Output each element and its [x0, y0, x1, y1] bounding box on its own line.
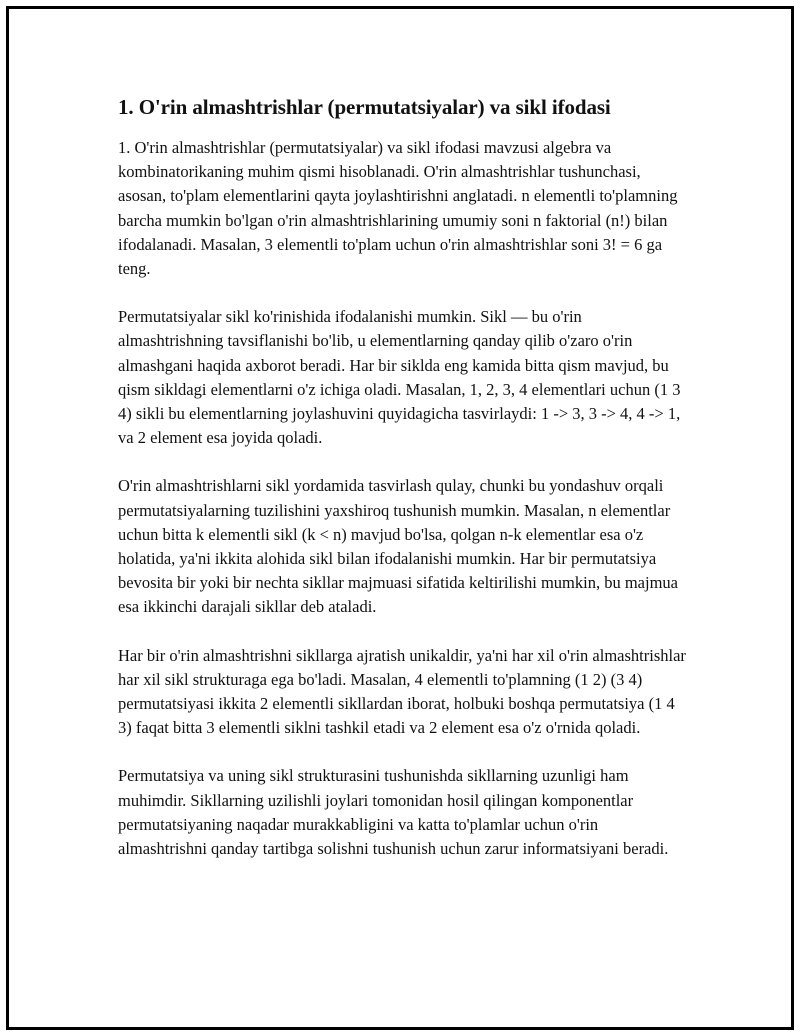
paragraph-4: Har bir o'rin almashtrishni sikllarga ajratish unikaldir, ya'ni har xil o'rin almashtrishlar har xil sikl strukturaga ega bo'ladi. Masalan, 4 elementli to'plamning (1 2) (3 4) permutatsiyasi ikkita 2 elementli sikllardan iborat, holbuki boshqa permutatsiya (1 4 3) faqat bitta 3 elementli siklni tashkil etadi va 2 element esa o'z o'rnida qoladi.: [118, 645, 686, 738]
paragraph-1: 1. O'rin almashtrishlar (permutatsiyalar) va sikl ifodasi mavzusi algebra va kombinatorikaning muhim qismi hisoblanadi. O'rin almashtrishlar tushunchasi, asosan, to'plam elementlarini qayta joylashtirishni anglatadi. n elementli to'plamning barcha mumkin bo'lgan o'rin almashtrishlarining umumiy soni n faktorial (n!) bilan ifodalanadi. Masalan, 3 elementli to'plam uchun o'rin almashtrishlar soni 3! = 6 ga teng.: [118, 138, 678, 279]
paragraph-2: Permutatsiyalar sikl ko'rinishida ifodalanishi mumkin. Sikl — bu o'rin almashtrishning tavsiflanishi bo'lib, u elementlarning qanday qilib o'zaro o'rin almashgani haqida axborot beradi. Har bir siklda eng kamida bitta qism mavjud, bu qism sikldagi elementlarni o'z ichiga oladi. Masalan, 1, 2, 3, 4 elementlari uchun (1 3 4) sikli bu elementlarning joylashuvini quyidagicha tasvirlaydi: 1 -> 3, 3 -> 4, 4 -> 1, va 2 element esa joyida qoladi.: [118, 307, 681, 448]
paragraph-3: O'rin almashtrishlarni sikl yordamida tasvirlash qulay, chunki bu yondashuv orqali permutatsiyalarning tuzilishini yaxshiroq tushunish mumkin. Masalan, n elementlar uchun bitta k elementli sikl (k < n) mavjud bo'lsa, qolgan n-k elementlar esa o'z holatida, ya'ni ikkita alohida sikl bilan ifodalanishi mumkin. Har bir permutatsiya bevosita bir yoki bir nechta sikllar majmuasi sifatida keltirilishi mumkin, bu majmua esa ikkinchi darajali sikllar deb ataladi.: [118, 476, 678, 617]
document-title: 1. O'rin almashtrishlar (permutatsiyalar) va sikl ifodasi: [118, 95, 611, 119]
document-body: [118, 92, 688, 885]
paragraph-5: Permutatsiya va uning sikl strukturasini tushunishda sikllarning uzunligi ham muhimdir. Sikllarning uzilishli joylari tomonidan hosil qilingan komponentlar permutatsiyaning naqadar murakkabligini va katta to'plamlar uchun o'rin almashtrishni qanday tartibga solishni tushunish uchun zarur informatsiyani beradi.: [118, 766, 669, 859]
